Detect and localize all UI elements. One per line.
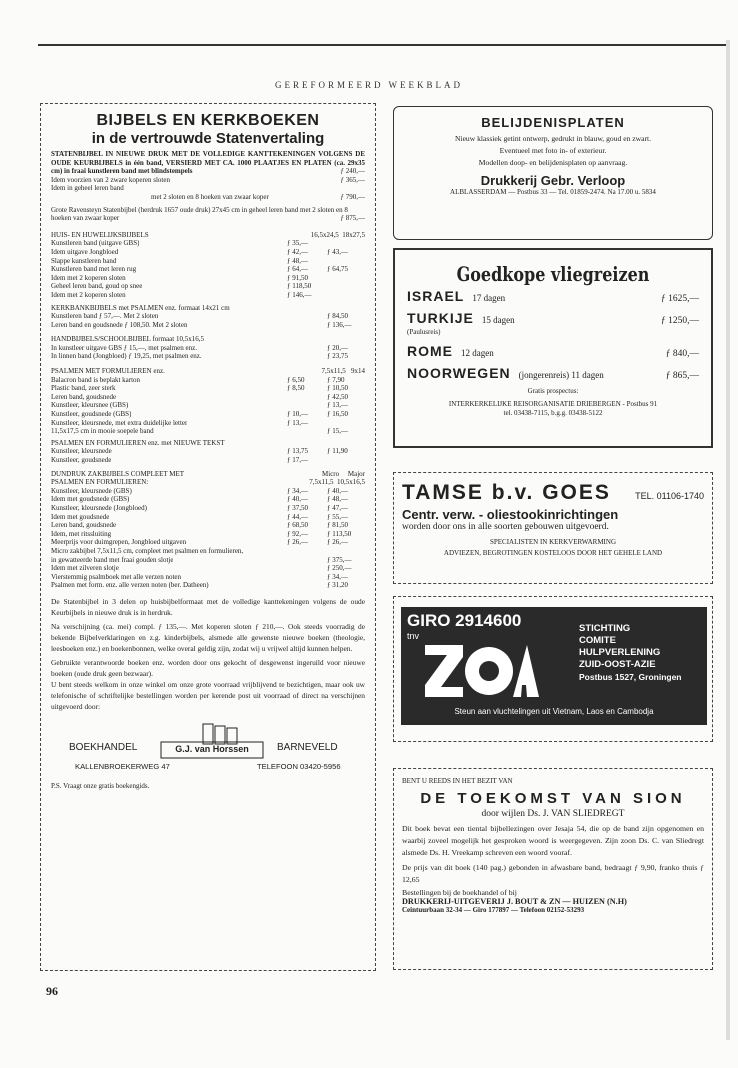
masthead: GEREFORMEERD WEEKBLAD (274, 80, 464, 90)
tamse-line2: worden door ons in alle soorten gebouwen uitgevoerd. (402, 522, 609, 532)
ad-subtitle: in de vertrouwde Statenvertaling (91, 130, 325, 147)
price-row-label: Slappe kunstleren band (51, 256, 117, 265)
price-row (51, 456, 365, 465)
price-b: ƒ 40,— (327, 486, 348, 495)
price-b: ƒ 11,90 (327, 447, 348, 456)
price-row (51, 376, 365, 385)
price-row (51, 291, 365, 300)
price-b (327, 274, 365, 283)
price-b: ƒ 23,75 (327, 352, 348, 361)
sion-order: Bestellingen bij de boekhandel of bij (402, 887, 517, 897)
price-row (51, 487, 365, 496)
price-a: ƒ 17,— (287, 456, 308, 464)
section-header: DUNDRUK ZAKBIJBELS COMPLEET MET Micro Major (51, 469, 365, 478)
price-b: ƒ 84,50 (327, 312, 348, 321)
price-row-label: Vierstemmig psalmboek met alle verzen noten (51, 572, 182, 581)
trip-note: (Paulusreis) (407, 328, 441, 336)
price-row (51, 419, 365, 428)
price-b (327, 239, 365, 248)
dun-rows (51, 487, 365, 590)
zoa-s4: ZUID-OOST-AZIE (579, 659, 656, 670)
zoa-s5: Postbus 1527, Groningen (579, 672, 682, 682)
price-row (51, 495, 365, 504)
ravensteyn-price: ƒ 875,— (340, 214, 365, 223)
trip-price: ƒ 1625,— (661, 294, 699, 304)
price-row-label: Kunstleer, kleursnede, met extra duidelijke letter (51, 418, 188, 427)
price-a: ƒ 26,— (287, 538, 308, 547)
price-row (51, 248, 365, 257)
sion-title: DE TOEKOMST VAN SION (420, 789, 686, 807)
price-a (287, 427, 327, 436)
price-row-label: Idem uitgave Jongbloed (51, 247, 119, 256)
bible-ad (40, 103, 376, 971)
price-row (51, 352, 365, 361)
price-row (51, 401, 365, 410)
zoa-logo (423, 641, 539, 699)
price-b: ƒ 250,— (327, 564, 352, 573)
intro-price: ƒ 240,— (340, 167, 365, 176)
price-a (287, 564, 327, 573)
belijdenis-address: ALBLASSERDAM — Postbus 33 — Tel. 01859-2474. Na 17.00 u. 5834 (450, 187, 656, 196)
dundruk-section (51, 470, 365, 590)
price-a: ƒ 92,— (287, 529, 308, 538)
price-row-label: Idem met 2 koperen sloten (51, 290, 126, 299)
tamse-name: TAMSE b.v. GOES (402, 481, 611, 504)
psalm2-rows (51, 447, 365, 464)
trip-row (407, 288, 699, 306)
price-a: ƒ 91,50 (287, 273, 308, 282)
tamse-ad (393, 472, 713, 584)
price-b: ƒ 31,20 (327, 581, 348, 590)
price-row-label: Kunstleer, kleursnede (GBS) (51, 486, 132, 495)
price-b: ƒ 48,— (327, 495, 348, 504)
zoa-tnv: tnv (407, 631, 420, 641)
tamse-line1: Centr. verw. - oliestookinrichtingen (402, 507, 619, 522)
price-b: ƒ 113,50 (327, 529, 352, 538)
price-a: ƒ 48,— (287, 256, 308, 265)
trip-row (407, 343, 699, 361)
price-a: ƒ 68,50 (287, 521, 308, 530)
price-row-label: Meerprijs voor duimgrepen, Jongbloed uitgaven (51, 538, 187, 547)
belijdenis-title: BELIJDENISPLATEN (481, 115, 625, 130)
price-row (51, 257, 365, 266)
paragraphs (51, 596, 365, 712)
price-row-label: in gewatteerde band met fraai gouden slotje (51, 555, 174, 564)
list-item: met 2 sloten en 8 hoeken van zwaar koper ƒ 790,— (151, 192, 365, 201)
psalm-rows (51, 376, 365, 436)
section-header: HUIS- EN HUWELIJKSBIJBELS 16,5x24,5 18x27,5 (51, 230, 365, 239)
price-row-label: Leren band en goudsnede ƒ 108,50. Met 2 sloten (51, 320, 188, 329)
psalm2-section (51, 439, 365, 465)
price-row (51, 581, 365, 590)
belijdenis-line2: Eventueel met foto in- of exterieur. (499, 146, 607, 156)
price-b: ƒ 136,— (327, 320, 352, 329)
price-row (51, 384, 365, 393)
price-b (327, 419, 365, 428)
prospectus-label: Gratis prospectus: (527, 386, 579, 395)
price-b: ƒ 81,50 (327, 521, 348, 530)
price-a: ƒ 44,— (287, 512, 308, 521)
price-row-label: Kunstleer, kleursnee (GBS) (51, 401, 129, 410)
trip-price: ƒ 1250,— (661, 316, 699, 326)
price-row (51, 513, 365, 522)
price-a: ƒ 13,— (287, 418, 308, 427)
price-row (51, 564, 365, 573)
zoa-logo-icon (423, 641, 539, 699)
trip-days: 12 dagen (461, 347, 494, 358)
huis-rows (51, 239, 365, 299)
hand-rows (51, 344, 365, 361)
price-row (51, 573, 365, 582)
price-a: ƒ 35,— (287, 239, 308, 248)
sion-address: Ceintuurbaan 32-34 — Giro 177897 — Telefoon 02152-53293 (402, 905, 585, 914)
sion-intro: BENT U REEDS IN HET BEZIT VAN (402, 777, 513, 785)
trip-destination: ROME (407, 342, 453, 359)
price-row-label: Psalmen met form. enz. alle verzen noten (ber. Datheen) (51, 581, 209, 590)
price-a (287, 547, 327, 556)
price-row (51, 321, 365, 330)
price-row (51, 447, 365, 456)
trip-days: 17 dagen (472, 293, 506, 303)
price-row (51, 344, 365, 353)
price-row-label: Geheel leren band, goud op snee (51, 282, 143, 291)
price-row-label: In linnen band (Jongbloed) ƒ 19,25, met psalmen enz. (51, 352, 202, 361)
intro-list (51, 176, 365, 202)
price-row-label: Micro zakbijbel 7,5x11,5 cm, compleet met psalmen en formulieren, (51, 546, 244, 555)
price-a: ƒ 6,50 (287, 375, 305, 384)
price-b: ƒ 7,90 (327, 375, 345, 384)
hand-section (51, 335, 365, 361)
price-b (327, 547, 365, 556)
price-b (327, 291, 365, 300)
reizen-tel: tel. 03438-7115, b.g.g. 03438-5122 (503, 408, 603, 417)
section-header: PSALMEN EN FORMULIEREN: 7,5x11,5 10,5x16,5 (51, 478, 365, 487)
price-b: ƒ 47,— (327, 503, 348, 512)
price-row (51, 427, 365, 436)
price-row-label: Leren band, goudsnede (51, 392, 117, 401)
price-row (51, 504, 365, 513)
trip-list (407, 288, 699, 383)
price-row-label: Kunstleer, kleursnede (51, 447, 112, 456)
price-a: ƒ 40,— (287, 495, 308, 504)
top-rule (38, 44, 726, 46)
price-a: ƒ 13,75 (287, 447, 308, 456)
ad-title: BIJBELS EN KERKBOEKEN (96, 112, 320, 129)
price-b: ƒ 16,50 (327, 410, 348, 419)
price-row-label: Kunstleren band ƒ 57,—. Met 2 sloten (51, 312, 159, 321)
trip-price: ƒ 840,— (665, 348, 699, 359)
price-row-label: Kunstleren band (uitgave GBS) (51, 239, 140, 248)
price-b: ƒ 26,— (327, 538, 348, 547)
section-header: PSALMEN MET FORMULIEREN enz. 7,5x11,5 9x14 (51, 367, 365, 376)
list-item: Idem in geheel leren band (51, 184, 124, 193)
price-row (51, 547, 365, 556)
price-b: ƒ 375,— (327, 555, 352, 564)
price-row-label: Kunstleren band met leren rug (51, 265, 137, 274)
price-row (51, 282, 365, 291)
tamse-header (402, 481, 704, 505)
trip-price: ƒ 865,— (665, 370, 699, 381)
price-row (51, 274, 365, 283)
zoa-s2: COMITE (579, 635, 616, 646)
belijdenis-line3: Modellen doop- en belijdenisplaten op aanvraag. (478, 157, 628, 167)
price-row-label: Leren band, goudsnede (51, 521, 117, 530)
price-row-label: Idem met 2 koperen sloten (51, 273, 126, 282)
price-a: ƒ 146,— (287, 290, 312, 299)
belijdenis-line1: Nieuw klassiek getint ontwerp, gedrukt in blauw, goud en zwart. (454, 134, 652, 143)
price-b: ƒ 10,50 (327, 384, 348, 393)
ravensteyn (51, 206, 365, 223)
price-b: ƒ 64,75 (327, 265, 348, 274)
section-header: KERKBANKBIJBELS met PSALMEN enz. formaat 14x21 cm (51, 303, 230, 312)
price-row-label: In kunstleer uitgave GBS ƒ 15,—, met psalmen enz. (51, 343, 197, 352)
zoa-s1: STICHTING (579, 623, 631, 634)
kerk-section (51, 304, 365, 330)
sion-price: De prijs van dit boek (140 pag.) gebonden in afwasbare band, bedraagt ƒ 9,90, franko thuis ƒ 12,65 (402, 862, 704, 884)
section-header: HANDBIJBELS/SCHOOLBIJBEL formaat 10,5x16,5 (51, 335, 204, 344)
page-number: 96 (46, 984, 58, 998)
intro-desc: STATENBIJBEL IN NIEUWE DRUK MET DE VOLLEDIGE KANTTEKENINGEN VOLGENS DE OUDE KEURBIJBELS in één band, VERSIERD MET CA. 1000 PLAATJES EN PLATEN (ca. 29x35 cm) in fraai kunstleren band met blindstempels (51, 150, 365, 176)
shop-logo-books-icon (159, 722, 265, 760)
price-row-label: Kunstleer, goudsnede (GBS) (51, 410, 132, 419)
price-row (51, 393, 365, 402)
price-b: ƒ 34,— (327, 572, 348, 581)
price-a: ƒ 8,50 (287, 384, 305, 393)
price-a (287, 393, 327, 402)
reizen-ad (393, 248, 713, 448)
price-row (51, 239, 365, 248)
list-item: Idem voorzien van 2 zware koperen sloten ƒ 365,— (51, 175, 365, 184)
price-row-label: Balacron band is beplakt karton (51, 375, 141, 384)
shop-signature (51, 718, 365, 782)
trip-row (407, 365, 699, 383)
zoa-giro: GIRO 2914600 (407, 611, 522, 630)
sion-ad (393, 768, 713, 970)
section-header: PSALMEN EN FORMULIEREN enz. met NIEUWE TEKST (51, 438, 225, 447)
price-b: ƒ 13,— (327, 401, 348, 410)
price-a: ƒ 118,50 (287, 282, 312, 291)
tamse-line4: ADVIEZEN, BEGROTINGEN KOSTELOOS DOOR HET GEHELE LAND (443, 548, 663, 557)
para-welcome: U bent steeds welkom in onze winkel om onze grote voorraad vrijblijvend te bezichtigen, maar ook uw telefonische of schriftelijke bestellingen worden per kerende post uit voorraad of direct na verschijnen uitgevoerd door: (51, 679, 365, 711)
sion-publisher: DRUKKERIJ-UITGEVERIJ J. BOUT & ZN — HUIZEN (N.H) (402, 896, 627, 906)
price-b: ƒ 55,— (327, 512, 348, 521)
huis-section (51, 231, 365, 300)
zoa-ad (393, 596, 713, 742)
price-a: ƒ 10,— (287, 410, 308, 419)
price-row-label: Kunstleer, kleursnede (Jongbloed) (51, 503, 147, 512)
price-a (287, 573, 327, 582)
shop-logo (159, 722, 265, 760)
shop-logo-text: G.J. van Horssen (175, 743, 249, 754)
trip-destination: NOORWEGEN (407, 364, 511, 381)
belijdenis-ad (393, 106, 713, 240)
price-b (327, 456, 365, 465)
price-row-label: Idem, met ritssluiting (51, 529, 112, 538)
price-row-label: 11,5x17,5 cm in mooie soepele band (51, 427, 154, 436)
trip-destination: ISRAEL (407, 288, 465, 304)
shop-right: BARNEVELD (277, 741, 338, 753)
price-row (51, 521, 365, 530)
zoa-stichting (579, 623, 682, 683)
price-row-label: Idem met goudsnede (51, 512, 110, 521)
price-row-label: Idem met zilveren slotje (51, 564, 119, 573)
price-b (327, 257, 365, 266)
zoa-s3: HULPVERLENING (579, 647, 661, 658)
price-b: ƒ 15,— (327, 427, 348, 436)
sion-text: Dit boek bevat een tiental bijbellezingen over Jesaja 54, die op de band zijn opgenomen en waarbij zoveel mogelijk het gesproken woord is weergegeven. Zijn zoon Ds. C. van Sliedregt alsmede Ds. H. Vreekamp schreven een woord vooraf. (402, 823, 704, 857)
price-a: ƒ 37,50 (287, 503, 308, 512)
belijdenis-company: Drukkerij Gebr. Verloop (480, 172, 626, 188)
price-a (287, 556, 327, 565)
para-used: Gebruikte verantwoorde boeken enz. worden door ons gekocht of desgewenst ingeruild voor nieuwe boeken (oude druk geen bezwaar). (51, 657, 365, 678)
ravensteyn-desc: Grote Ravensteyn Statenbijbel (herdruk 1657 oude druk) 27x45 cm in geheel leren band met 2 sloten en 8 hoeken van zwaar koper (51, 205, 348, 223)
zoa-bottom: Steun aan vluchtelingen uit Vietnam, Laos en Cambodja (454, 707, 654, 716)
price-a: ƒ 64,— (287, 265, 308, 274)
page-edge (726, 40, 730, 1040)
price-row-label: Plastic band, zeer sterk (51, 384, 116, 393)
price-b (327, 282, 365, 291)
price-row (51, 312, 365, 321)
price-row-label: Idem met goudsnede (GBS) (51, 495, 130, 504)
trip-destination: TURKIJE (407, 310, 474, 326)
price-b: ƒ 43,— (327, 247, 348, 256)
shop-address: KALLENBROEKERWEG 47 (75, 761, 170, 771)
price-row (51, 265, 365, 274)
kerk-rows (51, 312, 365, 329)
tamse-line3: SPECIALISTEN IN KERKVERWARMING (490, 538, 616, 546)
zoa-panel (401, 607, 707, 725)
psalm-section (51, 367, 365, 436)
price-row (51, 538, 365, 547)
price-row (51, 556, 365, 565)
para-prices: Na verschijning (ca. mei) compl. ƒ 135,—. Met koperen sloten ƒ 210,—. Ook steeds voorradig de bekende Bijbelverklaringen en z.g. kinderbijbels, alsmede alle gewenste nieuwe boeken (theologie, leesboeken enz.) en boekenbonnen, welke overal geldig zijn, zodat wij u vrijwel altijd kunnen helpen. (51, 621, 365, 653)
para-herdruk: De Statenbijbel in 3 delen op huisbijbelformaat met de volledige kanttekeningen volgens de oude Keurbijbels in nieuwe druk is in herdruk. (51, 596, 365, 617)
trip-row (407, 310, 699, 328)
reizen-org: INTERKERKELIJKE REISORGANISATIE DRIEBERGEN - Postbus 91 (448, 400, 658, 409)
tamse-tel: TEL. 01106-1740 (635, 491, 704, 501)
trip-days: 15 dagen (481, 315, 515, 325)
ps-note: P.S. Vraagt onze gratis boekengids. (51, 781, 150, 790)
shop-phone: TELEFOON 03420-5956 (257, 761, 341, 771)
price-b: ƒ 20,— (327, 343, 348, 352)
reizen-title: Goedkope vliegreizen (456, 262, 650, 286)
sion-author: door wijlen Ds. J. VAN SLIEDREGT (481, 808, 625, 819)
price-a: ƒ 42,— (287, 247, 308, 256)
price-row (51, 530, 365, 539)
shop-left: BOEKHANDEL (69, 741, 138, 753)
intro-text (51, 150, 365, 176)
price-a (287, 401, 327, 410)
trip-days: (jongerenreis) 11 dagen (518, 369, 604, 380)
price-row-label: Kunstleer, goudsnede (51, 456, 112, 464)
price-row (51, 410, 365, 419)
price-b: ƒ 42,50 (327, 392, 348, 401)
price-a: ƒ 34,— (287, 486, 308, 495)
price-a (287, 581, 327, 590)
